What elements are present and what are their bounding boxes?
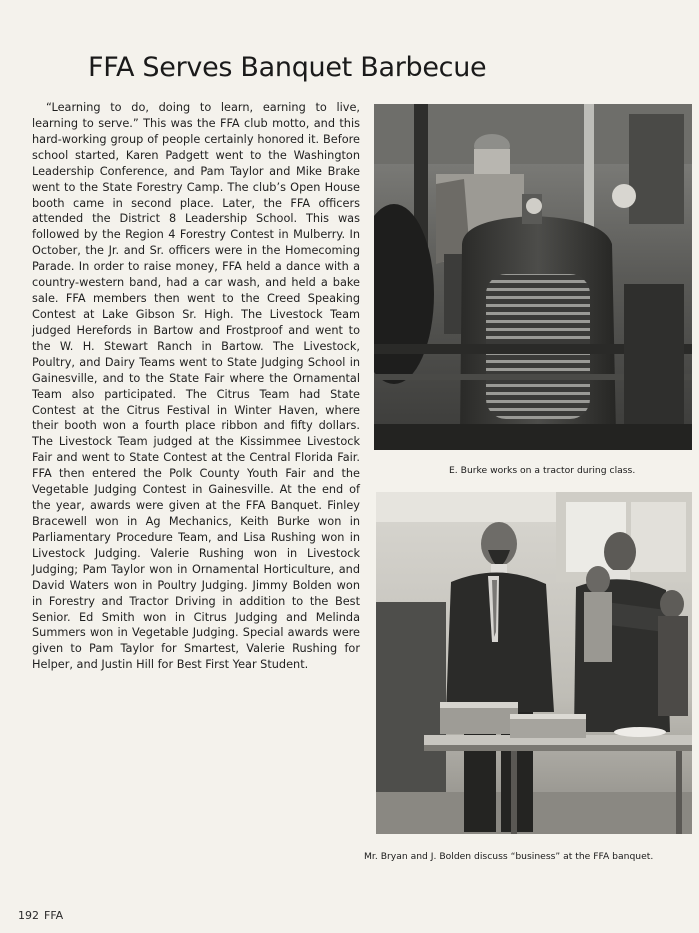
page-folio: [18, 909, 63, 922]
banquet-photo: [376, 492, 692, 834]
page-number: 192: [18, 909, 39, 922]
section-name: FFA: [44, 909, 64, 922]
page-title: FFA Serves Banquet Barbecue: [88, 52, 487, 84]
tractor-photo: [374, 104, 692, 450]
banquet-photo-caption: Mr. Bryan and J. Bolden discuss “business” at the FFA banquet.: [364, 851, 654, 862]
tractor-photo-caption: E. Burke works on a tractor during class.: [449, 465, 636, 476]
article-body: “Learning to do, doing to learn, earning to live, learning to serve.” This was the FFA club motto, and this hard-working group of people certainly honored it. Before school started, Karen Padgett went to the Washington Leadership Conference, and Pam Taylor and Mike Brake went to the State Forestry Camp. The club’s Open House booth came in second place. Later, the FFA officers attended the District 8 Leadership School. This was followed by the Region 4 Forestry Contest in Mulberry. In October, the Jr. and Sr. officers were in the Homecoming Parade. In order to raise money, FFA held a dance with a country-western band, had a car wash, and held a bake sale. FFA members then went to the Creed Speaking Contest at Lake Gibson Sr. High. The Livestock Team judged Herefords in Bartow and Frostproof and went to the W. H. Stewart Ranch in Bartow. The Livestock, Poultry, and Dairy Teams went to State Judging School in Gainesville, and to the State Fair where the Ornamental Team also participated. The Citrus Team had State Contest at the Citrus Festival in Winter Haven, where their booth won a fourth place ribbon and fifty dollars. The Livestock Team judged at the Kissimmee Livestock Fair and went to State Contest at the Central Florida Fair. FFA then entered the Polk County Youth Fair and the Vegetable Judging Contest in Gainesville. At the end of the year, awards were given at the FFA Banquet. Finley Bracewell won in Ag Mechanics, Keith Burke won in Parliamentary Procedure Team, and Lisa Rushing won in Livestock Judging. Valerie Rushing won in Livestock Judging; Pam Taylor won in Ornamental Horticulture, and David Waters won in Poultry Judging. Jimmy Bolden won in Forestry and Tractor Driving in addition to the Best Senior. Ed Smith won in Citrus Judging and Melinda Summers won in Vegetable Judging. Special awards were given to Pam Taylor for Smartest, Valerie Rushing for Helper, and Justin Hill for Best First Year Student.: [32, 101, 360, 672]
